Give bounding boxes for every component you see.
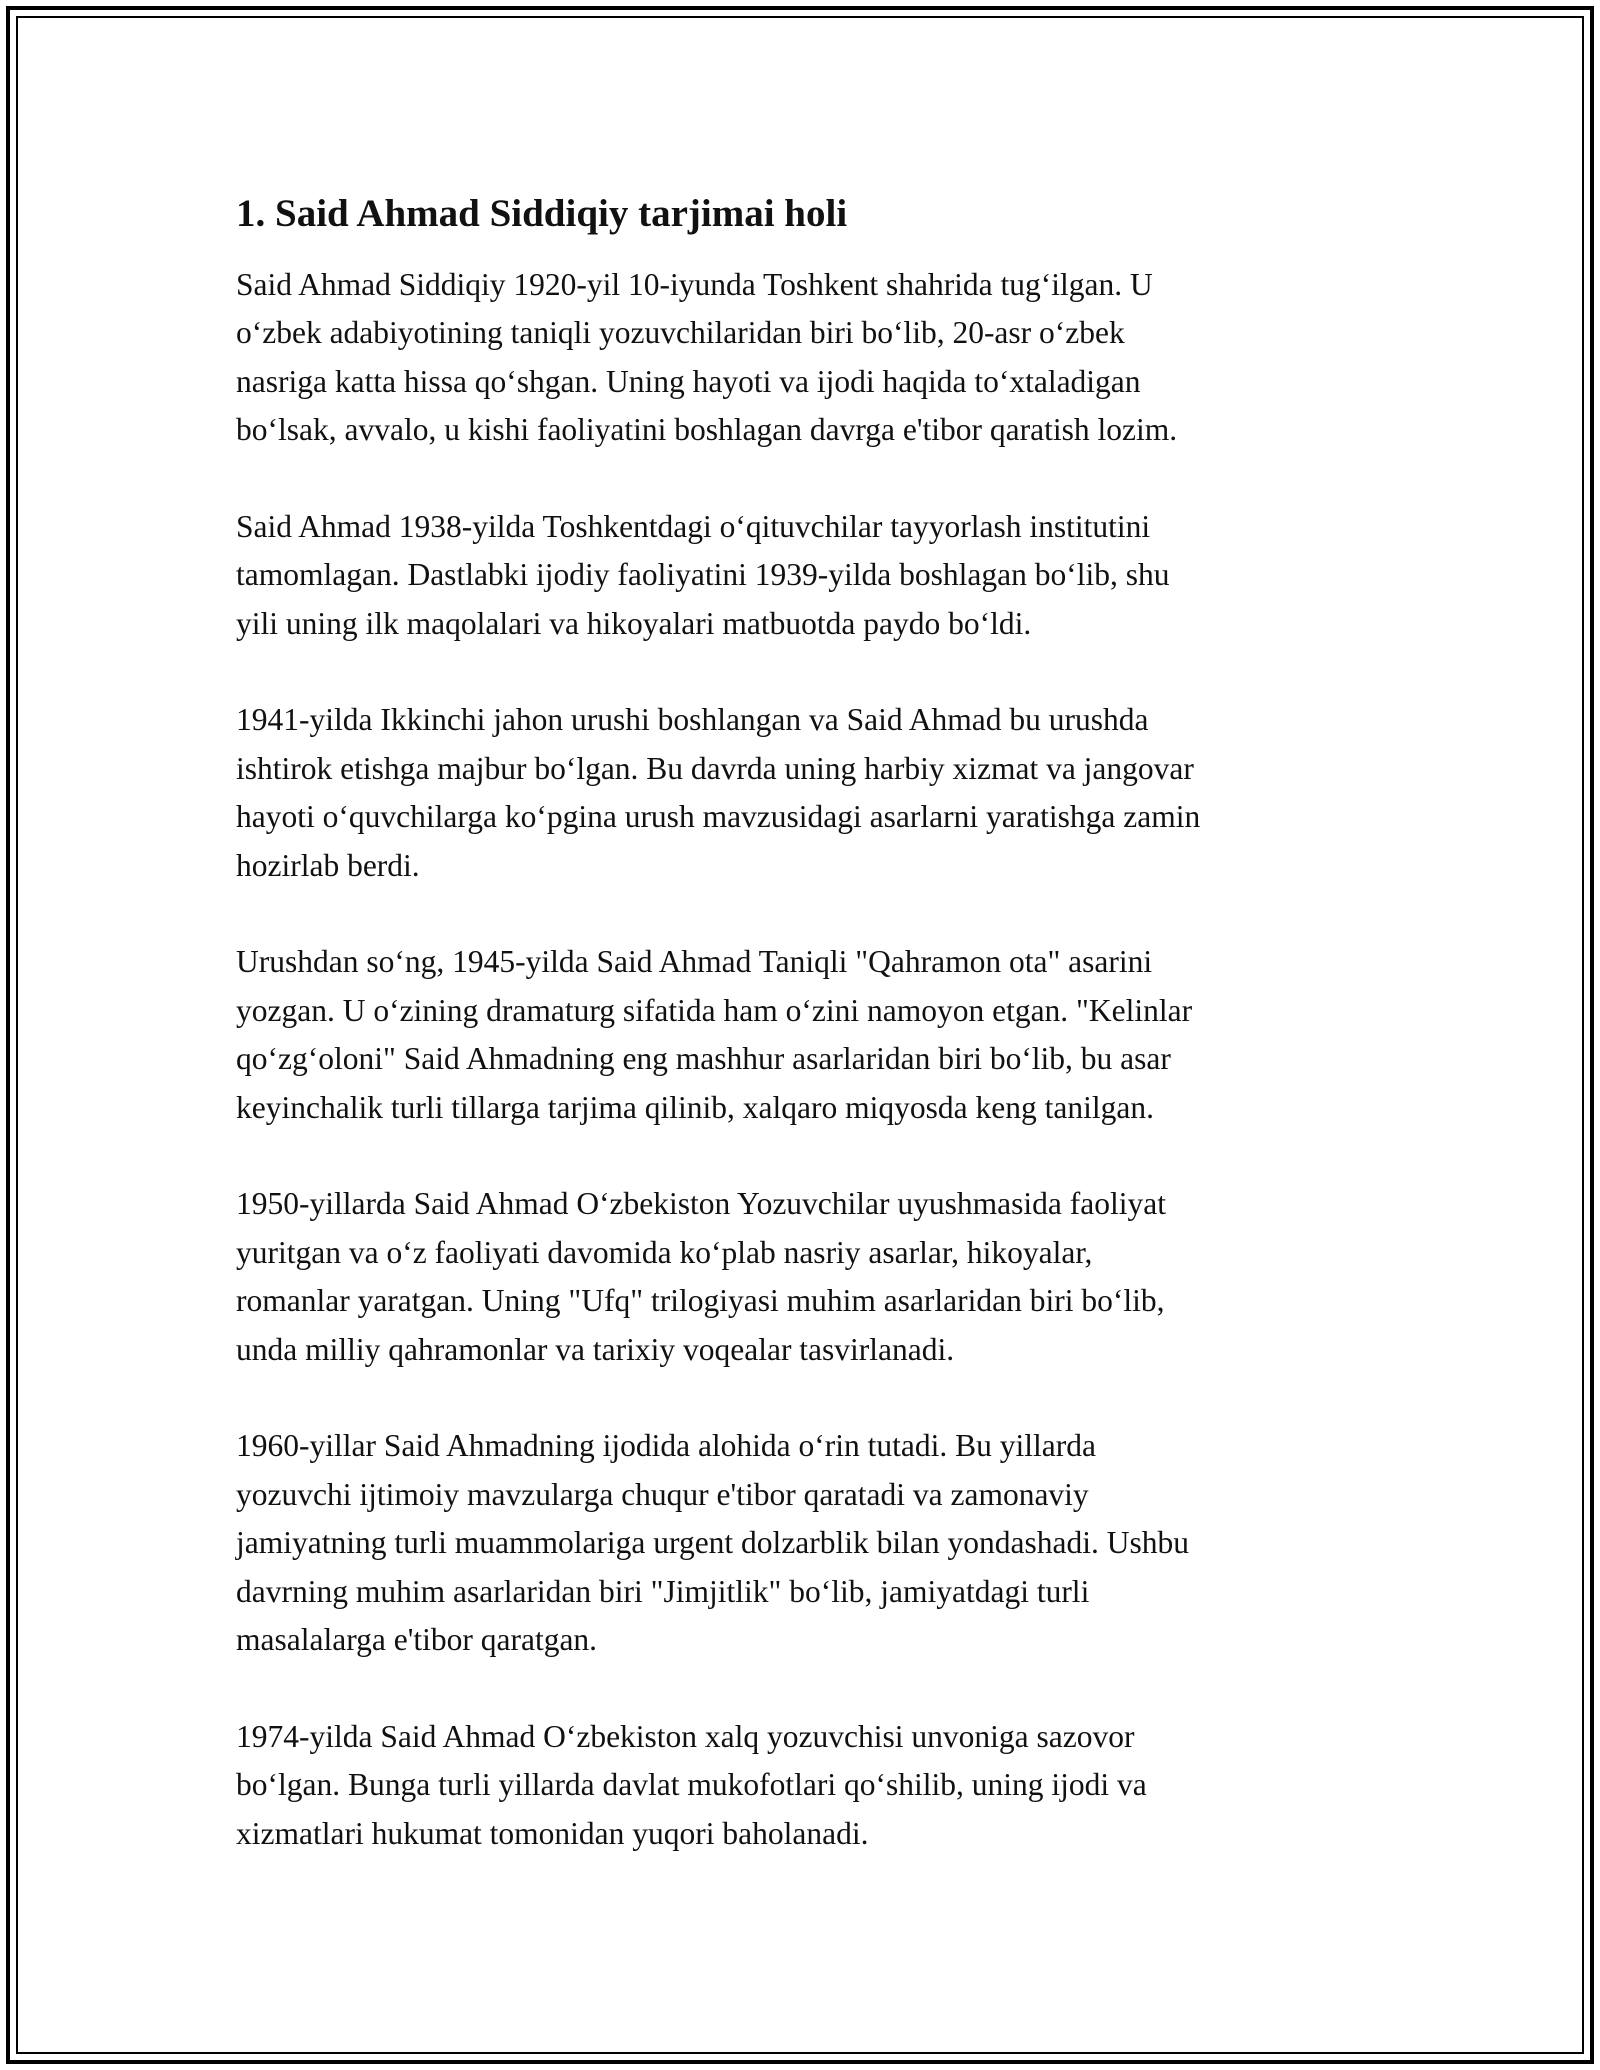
paragraph-line: oʻzbek adabiyotining taniqli yozuvchilaridan biri boʻlib, 20-asr oʻzbek xyxy=(236,315,1125,351)
paragraph-line: 1960-yillar Said Ahmadning ijodida alohida oʻrin tutadi. Bu yillarda xyxy=(236,1428,1096,1464)
paragraph-line: xizmatlari hukumat tomonidan yuqori baholanadi. xyxy=(236,1815,869,1851)
paragraph-line: qoʻzgʻoloni" Said Ahmadning eng mashhur asarlaridan biri boʻlib, bu asar xyxy=(236,1041,1171,1077)
paragraph-line: nasriga katta hissa qoʻshgan. Uning hayoti va ijodi haqida toʻxtaladigan xyxy=(236,363,1141,399)
paragraph-line: hozirlab berdi. xyxy=(236,847,420,883)
paragraph-line: yozgan. U oʻzining dramaturg sifatida ham oʻzini namoyon etgan. "Kelinlar xyxy=(236,992,1193,1028)
paragraph-line: yuritgan va oʻz faoliyati davomida koʻplab nasriy asarlar, hikoyalar, xyxy=(236,1234,1093,1270)
paragraph-line: boʻlsak, avvalo, u kishi faoliyatini boshlagan davrga e'tibor qaratish lozim. xyxy=(236,412,1178,448)
paragraph-line: keyinchalik turli tillarga tarjima qilinib, xalqaro miqyosda keng tanilgan. xyxy=(236,1089,1154,1125)
paragraph-line: 1941-yilda Ikkinchi jahon urushi boshlangan va Said Ahmad bu urushda xyxy=(236,702,1149,738)
paragraph-postwar xyxy=(236,938,1376,1132)
paragraph-birth xyxy=(236,261,1376,455)
paragraph-line: hayoti oʻquvchilarga koʻpgina urush mavzusidagi asarlarni yaratishga zamin xyxy=(236,799,1201,835)
document-title: 1. Said Ahmad Siddiqiy tarjimai holi xyxy=(236,192,848,235)
paragraph-line: ishtirok etishga majbur boʻlgan. Bu davrda uning harbiy xizmat va jangovar xyxy=(236,750,1194,786)
paragraph-1950s xyxy=(236,1180,1376,1374)
paragraph-war xyxy=(236,696,1376,890)
paragraph-line: boʻlgan. Bunga turli yillarda davlat mukofotlari qoʻshilib, uning ijodi va xyxy=(236,1767,1147,1803)
paragraph-1960s xyxy=(236,1422,1376,1665)
paragraph-line: masalalarga e'tibor qaratgan. xyxy=(236,1622,598,1658)
paragraph-education xyxy=(236,503,1376,649)
paragraph-line: yozuvchi ijtimoiy mavzularga chuqur e'tibor qaratadi va zamonaviy xyxy=(236,1476,1089,1512)
paragraph-1974 xyxy=(236,1713,1376,1859)
paragraph-line: yili uning ilk maqolalari va hikoyalari matbuotda paydo boʻldi. xyxy=(236,605,1032,641)
paragraph-line: Said Ahmad Siddiqiy 1920-yil 10-iyunda Toshkent shahrida tugʻilgan. U xyxy=(236,266,1153,302)
paragraph-line: Said Ahmad 1938-yilda Toshkentdagi oʻqituvchilar tayyorlash institutini xyxy=(236,508,1151,544)
paragraph-line: davrning muhim asarlaridan biri "Jimjitlik" boʻlib, jamiyatdagi turli xyxy=(236,1573,1090,1609)
paragraph-line: romanlar yaratgan. Uning "Ufq" trilogiyasi muhim asarlaridan biri boʻlib, xyxy=(236,1283,1165,1319)
paragraph-line: Urushdan soʻng, 1945-yilda Said Ahmad Taniqli "Qahramon ota" asarini xyxy=(236,944,1153,980)
paragraph-line: 1950-yillarda Said Ahmad Oʻzbekiston Yozuvchilar uyushmasida faoliyat xyxy=(236,1186,1166,1222)
paragraph-line: tamomlagan. Dastlabki ijodiy faoliyatini 1939-yilda boshlagan boʻlib, shu xyxy=(236,557,1170,593)
paragraph-line: unda milliy qahramonlar va tarixiy voqealar tasvirlanadi. xyxy=(236,1331,955,1367)
document-body xyxy=(236,190,1376,1906)
paragraph-line: 1974-yilda Said Ahmad Oʻzbekiston xalq yozuvchisi unvoniga sazovor xyxy=(236,1718,1135,1754)
paragraph-line: jamiyatning turli muammolariga urgent dolzarblik bilan yondashadi. Ushbu xyxy=(236,1525,1189,1561)
